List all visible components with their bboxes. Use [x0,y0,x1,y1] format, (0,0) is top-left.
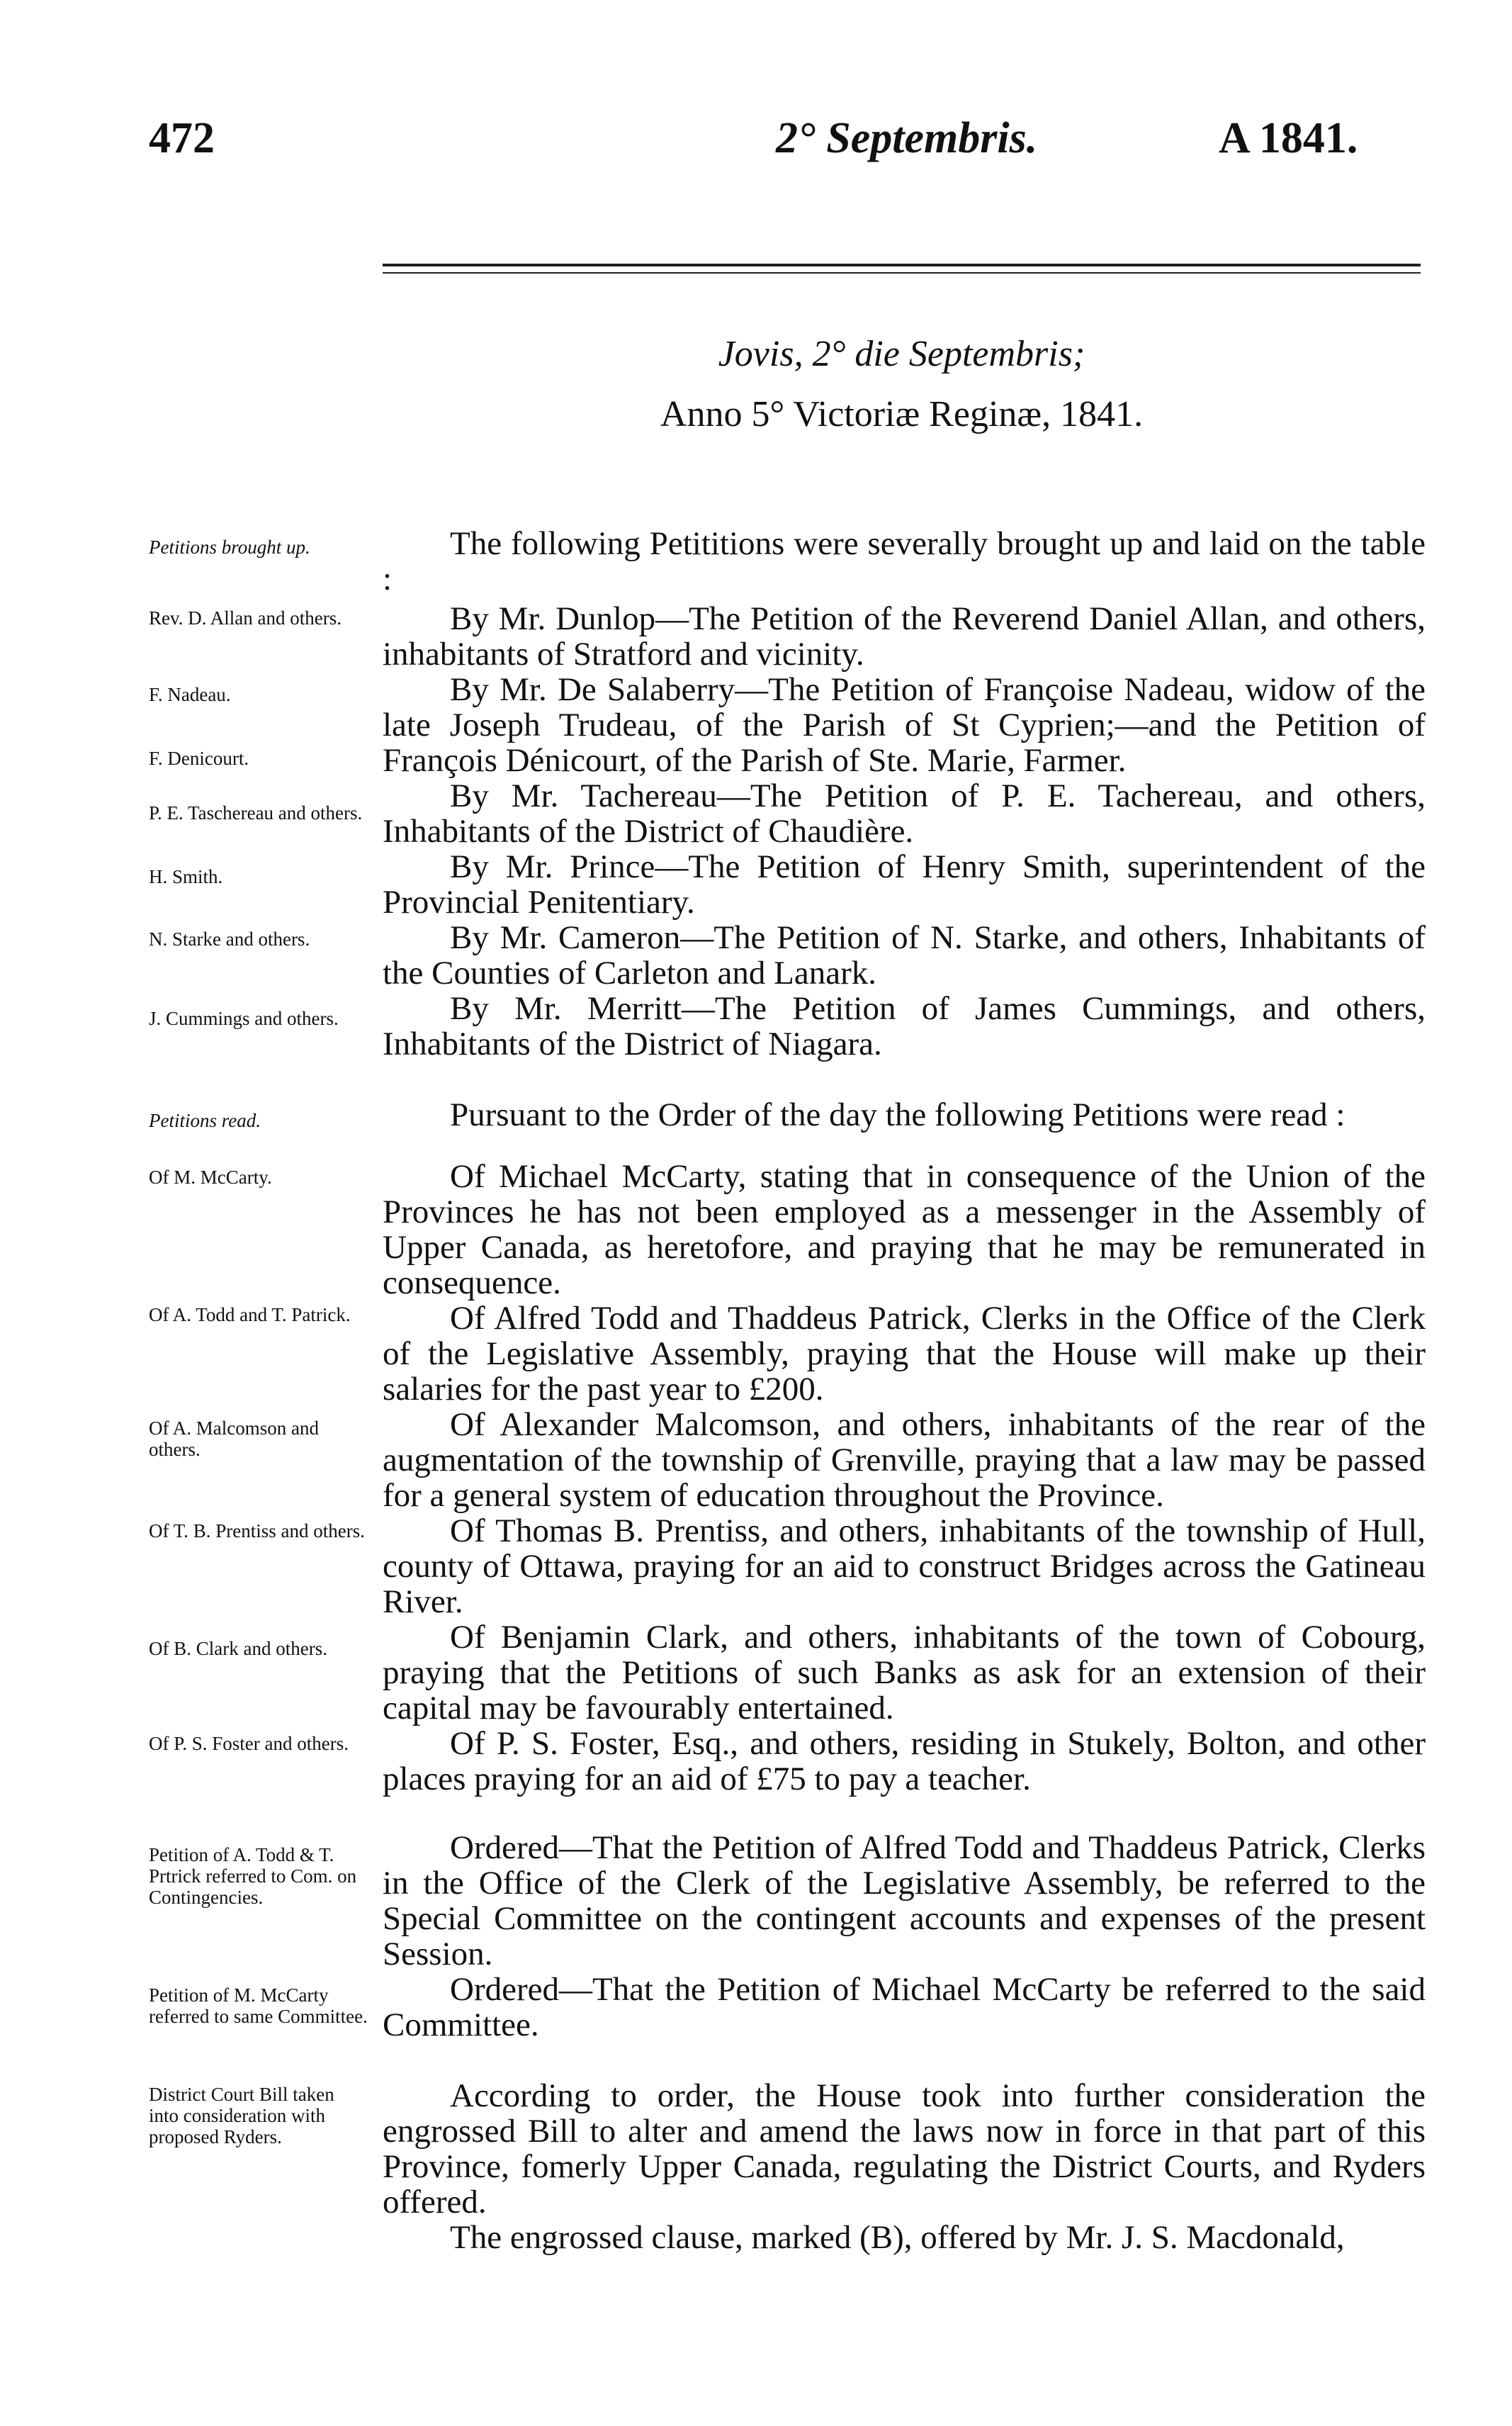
header-rule-thin [383,272,1421,274]
margin-note: Of T. B. Prentiss and others. [149,1520,365,1541]
paragraph: By Mr. De Salaberry—The Petition of Françoise Nadeau, widow of the late Joseph Trudeau, of the Parish of St Cyprien;—and the Petition of François Dénicourt, of the Parish of Ste. Marie, Farmer. [383,671,1426,779]
paragraph: By Mr. Dunlop—The Petition of the Reverend Daniel Allan, and others, inhabitants of Stratford and vicinity. [383,600,1426,673]
paragraph: By Mr. Prince—The Petition of Henry Smith, superintendent of the Provincial Penitentiary. [383,848,1426,921]
paragraph: Of Michael McCarty, stating that in consequence of the Union of the Provinces he has not been employed as a messenger in the Assembly of Upper Canada, as heretofore, and praying that he may be remunerated in consequence. [383,1158,1426,1301]
margin-note: H. Smith. [149,866,223,887]
margin-note: Rev. D. Allan and others. [149,607,342,629]
header-year: A 1841. [1219,114,1358,162]
margin-note: Petition of M. McCarty referred to same Committee. [149,1984,368,2027]
header-rule [383,264,1421,266]
paragraph: By Mr. Merritt—The Petition of James Cummings, and others, Inhabitants of the District of Niagara. [383,990,1426,1062]
margin-note: Of B. Clark and others. [149,1638,327,1659]
paragraph: Of Alexander Malcomson, and others, inhabitants of the rear of the augmentation of the township of Grenville, praying that a law may be passed for a general system of education throughout the Province. [383,1406,1426,1514]
paragraph: Ordered—That the Petition of Alfred Todd and Thaddeus Patrick, Clerks in the Office of the Clerk of the Legislative Assembly, be referred to the Special Committee on the contingent accounts and expenses of the present Session. [383,1829,1426,1972]
paragraph: According to order, the House took into further consideration the engrossed Bill to alter and amend the laws now in force in that part of this Province, fomerly Upper Canada, regulating the District Courts, and Ryders offered. [383,2077,1426,2220]
margin-note: District Court Bill taken into consideration with proposed Ryders. [149,2084,334,2147]
paragraph: The following Petititions were severally brought up and laid on the table : [383,525,1426,597]
paragraph: Pursuant to the Order of the day the following Petitions were read : [450,1096,1345,1133]
header-date: 2° Septembris. [776,114,1038,162]
margin-note: Petitions read. [149,1110,261,1131]
paragraph: By Mr. Cameron—The Petition of N. Starke, and others, Inhabitants of the Counties of Carleton and Lanark. [383,919,1426,992]
margin-note: Of M. McCarty. [149,1167,272,1188]
paragraph: Of P. S. Foster, Esq., and others, residing in Stukely, Bolton, and other places praying for an aid of £75 to pay a teacher. [383,1725,1426,1797]
paragraph: Ordered—That the Petition of Michael McCarty be referred to the said Committee. [383,1971,1426,2043]
margin-note: F. Nadeau. [149,684,231,705]
sitting-date-line: Jovis, 2° die Septembris; [718,334,1085,374]
paragraph: Of Alfred Todd and Thaddeus Patrick, Clerks in the Office of the Clerk of the Legislative Assembly, praying that the House will make up their salaries for the past year to £200. [383,1300,1426,1408]
margin-note: P. E. Taschereau and others. [149,802,363,824]
margin-note: Petitions brought up. [149,537,310,558]
margin-note: N. Starke and others. [149,928,310,950]
margin-note: F. Denicourt. [149,748,249,769]
regnal-year-line: Anno 5° Victoriæ Reginæ, 1841. [660,394,1144,434]
margin-note: J. Cummings and others. [149,1008,339,1029]
margin-note: Of A. Todd and T. Patrick. [149,1304,351,1325]
paragraph: The engrossed clause, marked (B), offered by Mr. J. S. Macdonald, [450,2219,1345,2256]
margin-note: Of A. Malcomson and others. [149,1417,319,1460]
margin-note: Petition of A. Todd & T. Prtrick referred to Com. on Contingencies. [149,1844,357,1908]
paragraph: Of Thomas B. Prentiss, and others, inhabitants of the township of Hull, county of Ottawa, praying for an aid to construct Bridges across the Gatineau River. [383,1512,1426,1620]
paragraph: Of Benjamin Clark, and others, inhabitants of the town of Cobourg, praying that the Petitions of such Banks as ask for an extension of their capital may be favourably entertained. [383,1619,1426,1726]
paragraph: By Mr. Tachereau—The Petition of P. E. Tachereau, and others, Inhabitants of the District of Chaudière. [383,777,1426,850]
page-number: 472 [149,114,215,162]
margin-note: Of P. S. Foster and others. [149,1733,349,1754]
